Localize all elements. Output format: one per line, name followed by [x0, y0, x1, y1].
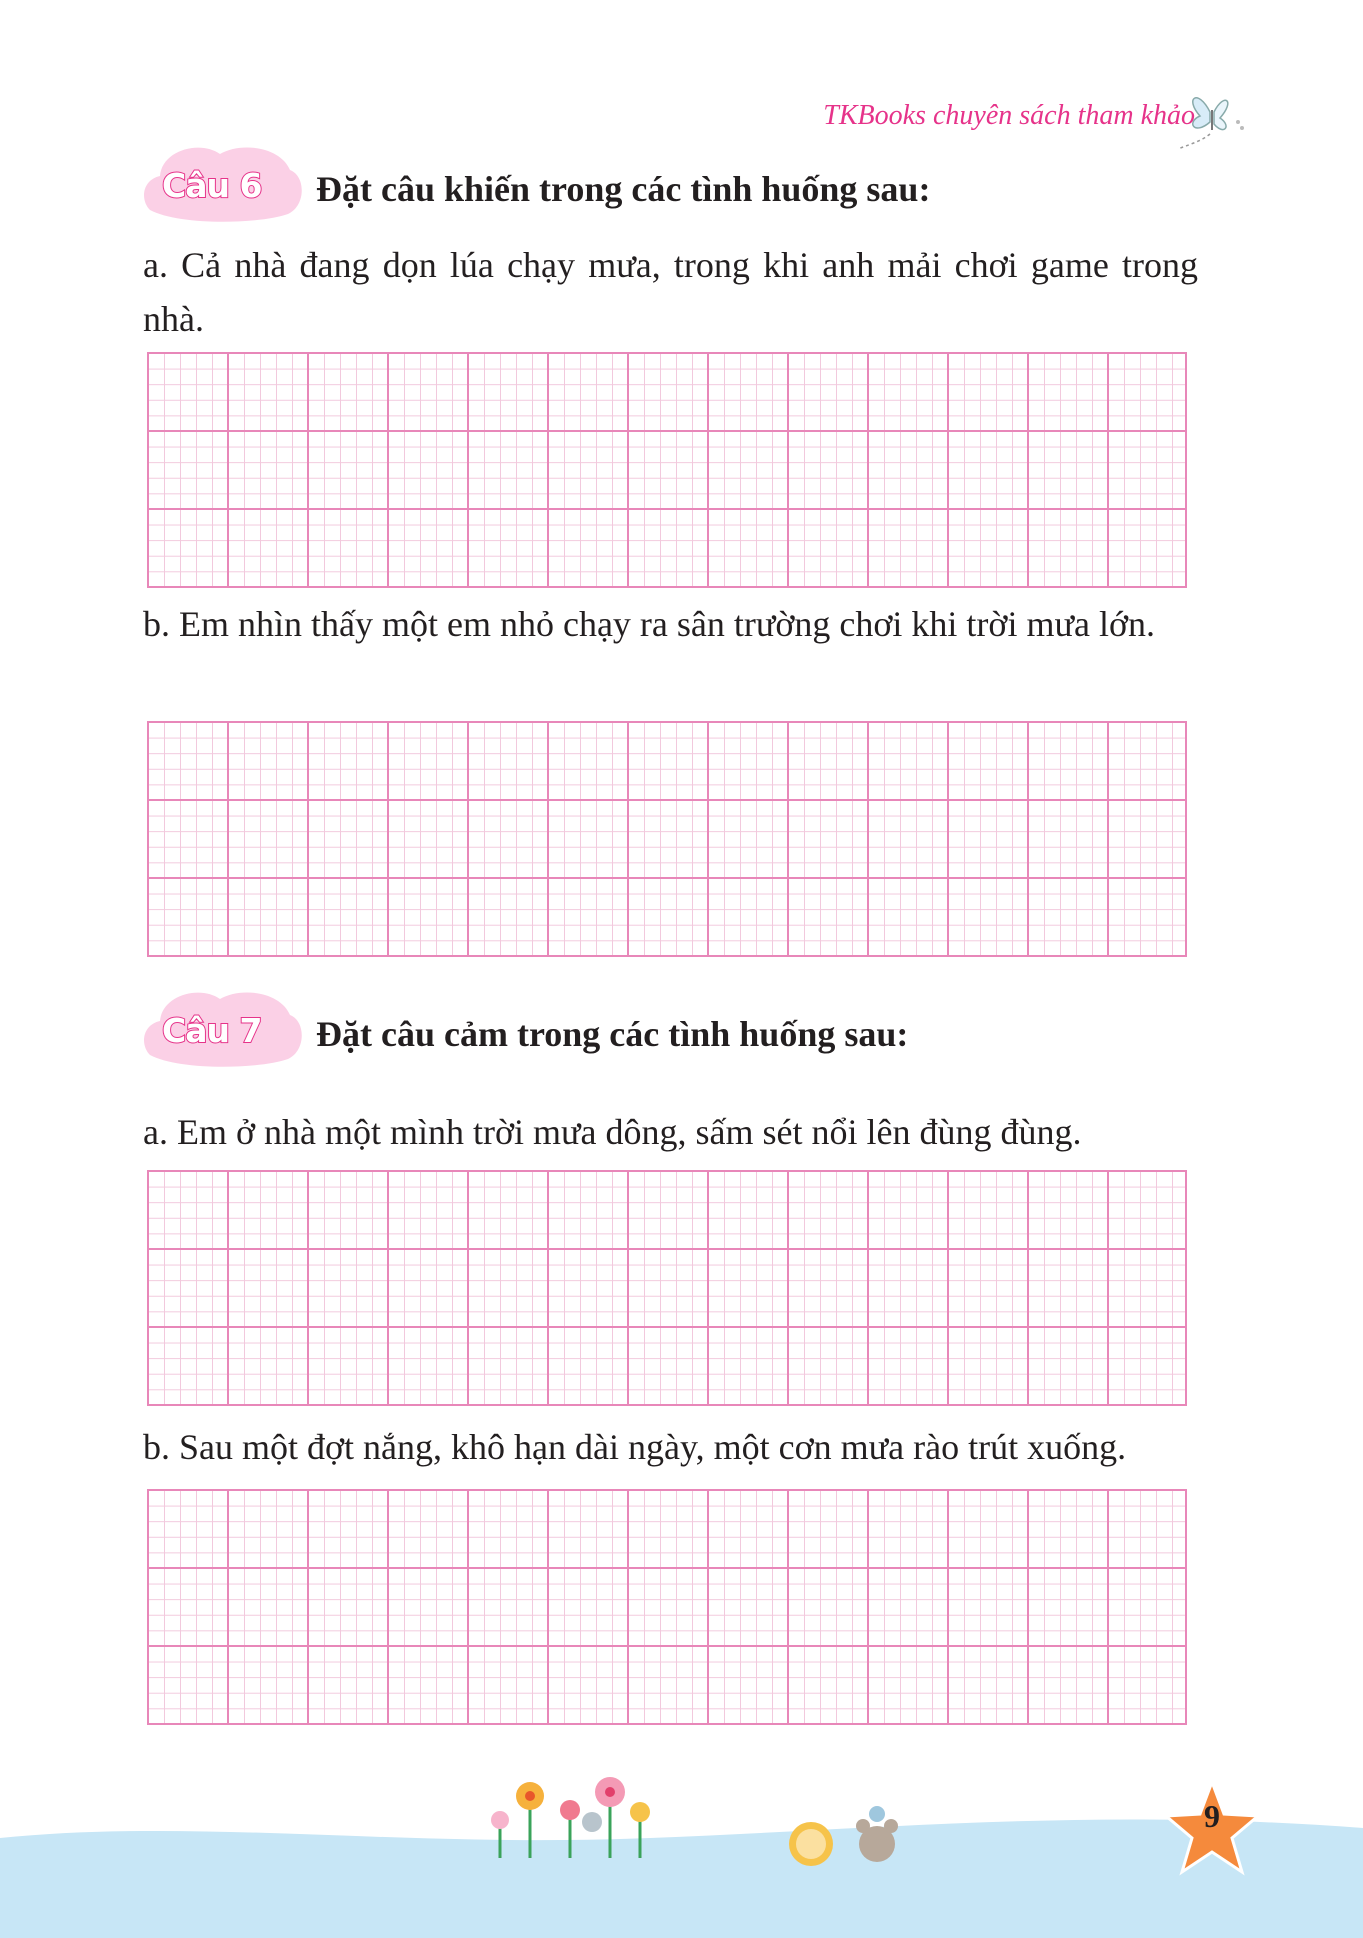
header-brand: TKBooks chuyên sách tham khảo — [823, 100, 1195, 131]
writing-grid-7b[interactable] — [147, 1489, 1187, 1725]
writing-grid-6a[interactable] — [147, 352, 1187, 588]
prompt-7a: a. Em ở nhà một mình trời mưa dông, sấm sét nổi lên đùng đùng. — [143, 1112, 1082, 1152]
writing-grid-6b[interactable] — [147, 721, 1187, 957]
question-6-header — [140, 140, 1240, 230]
question-badge: Câu 7 — [140, 985, 305, 1073]
question-title: Đặt câu khiến trong các tình huống sau: — [316, 169, 931, 209]
question-7-header — [140, 985, 1240, 1075]
question-badge: Câu 6 — [140, 140, 305, 228]
animals-decoration — [785, 1800, 905, 1870]
writing-grid-7a[interactable] — [147, 1170, 1187, 1406]
prompt-6a: a. Cả nhà đang dọn lúa chạy mưa, trong khi anh mải chơi game trong nhà. — [143, 245, 1198, 339]
page-number: 9 — [1204, 1798, 1220, 1834]
flowers-decoration — [480, 1770, 700, 1860]
prompt-7b: b. Sau một đợt nắng, khô hạn dài ngày, một cơn mưa rào trút xuống. — [143, 1427, 1127, 1467]
question-title: Đặt câu cảm trong các tình huống sau: — [316, 1014, 909, 1054]
prompt-6b: b. Em nhìn thấy một em nhỏ chạy ra sân trường chơi khi trời mưa lớn. — [143, 604, 1155, 644]
